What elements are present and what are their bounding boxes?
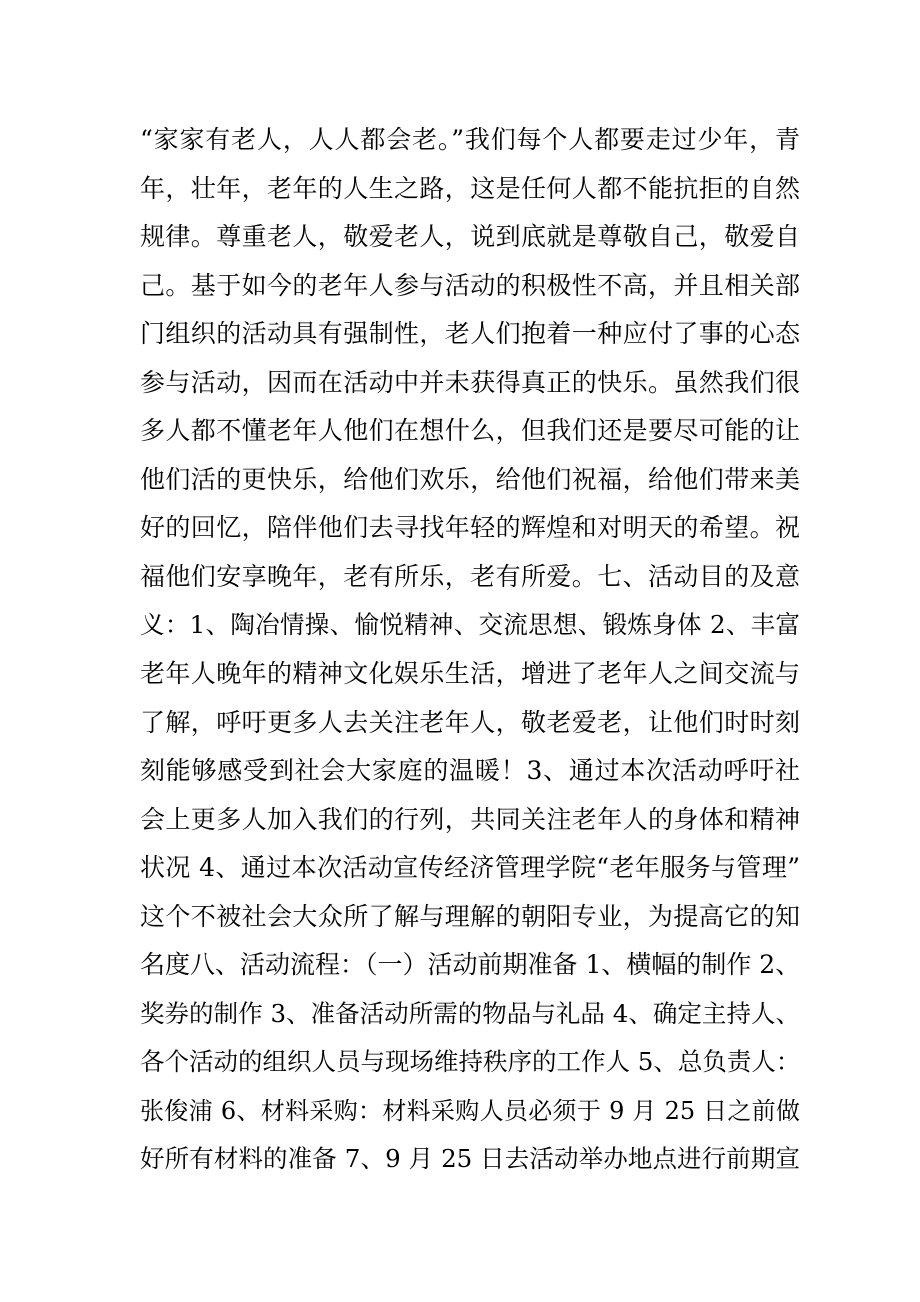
text-line: 门组织的活动具有强制性，老人们抱着一种应付了事的心态 [140,319,800,349]
text-line: 年，壮年，老年的人生之路，这是任何人都不能抗拒的自然 [140,173,800,203]
text-line: 福他们安享晚年，老有所乐，老有所爱。七、活动目的及意 [140,561,800,591]
text-line: 义：1、陶冶情操、愉悦精神、交流思想、锻炼身体 2、丰富 [140,610,800,640]
text-line: 刻能够感受到社会大家庭的温暖！3、通过本次活动呼吁社 [140,756,800,786]
text-line: 己。基于如今的老年人参与活动的积极性不高，并且相关部 [140,270,800,300]
text-line: 名度八、活动流程：（一）活动前期准备 1、横幅的制作 2、 [140,950,801,980]
text-line: 奖券的制作 3、准备活动所需的物品与礼品 4、确定主持人、 [140,998,800,1028]
text-line: 各个活动的组织人员与现场维持秩序的工作人 5、总负责人： [140,1047,801,1077]
text-line: 会上更多人加入我们的行列，共同关注老年人的身体和精神 [140,804,800,834]
text-line: 状况 4、通过本次活动宣传经济管理学院“老年服务与管理” [140,853,800,883]
body-text [140,116,800,1184]
text-line: 这个不被社会大众所了解与理解的朝阳专业，为提高它的知 [140,901,800,931]
text-line: 好所有材料的准备 7、9 月 25 日去活动举办地点进行前期宣 [140,1144,800,1174]
text-line: 好的回忆，陪伴他们去寻找年轻的辉煌和对明天的希望。祝 [140,513,800,543]
text-line: “家家有老人，人人都会老。”我们每个人都要走过少年，青 [140,125,800,154]
text-line: 了解，呼吁更多人去关注老年人，敬老爱老，让他们时时刻 [140,707,800,737]
text-line: 规律。尊重老人，敬爱老人，说到底就是尊敬自己，敬爱自 [140,222,800,252]
text-line: 参与活动，因而在活动中并未获得真正的快乐。虽然我们很 [140,367,800,397]
text-line: 张俊浦 6、材料采购：材料采购人员必须于 9 月 25 日之前做 [140,1096,800,1125]
text-line: 老年人晚年的精神文化娱乐生活，增进了老年人之间交流与 [140,659,800,689]
text-line: 他们活的更快乐，给他们欢乐，给他们祝福，给他们带来美 [140,464,800,494]
text-line: 多人都不懂老年人他们在想什么，但我们还是要尽可能的让 [140,416,800,446]
